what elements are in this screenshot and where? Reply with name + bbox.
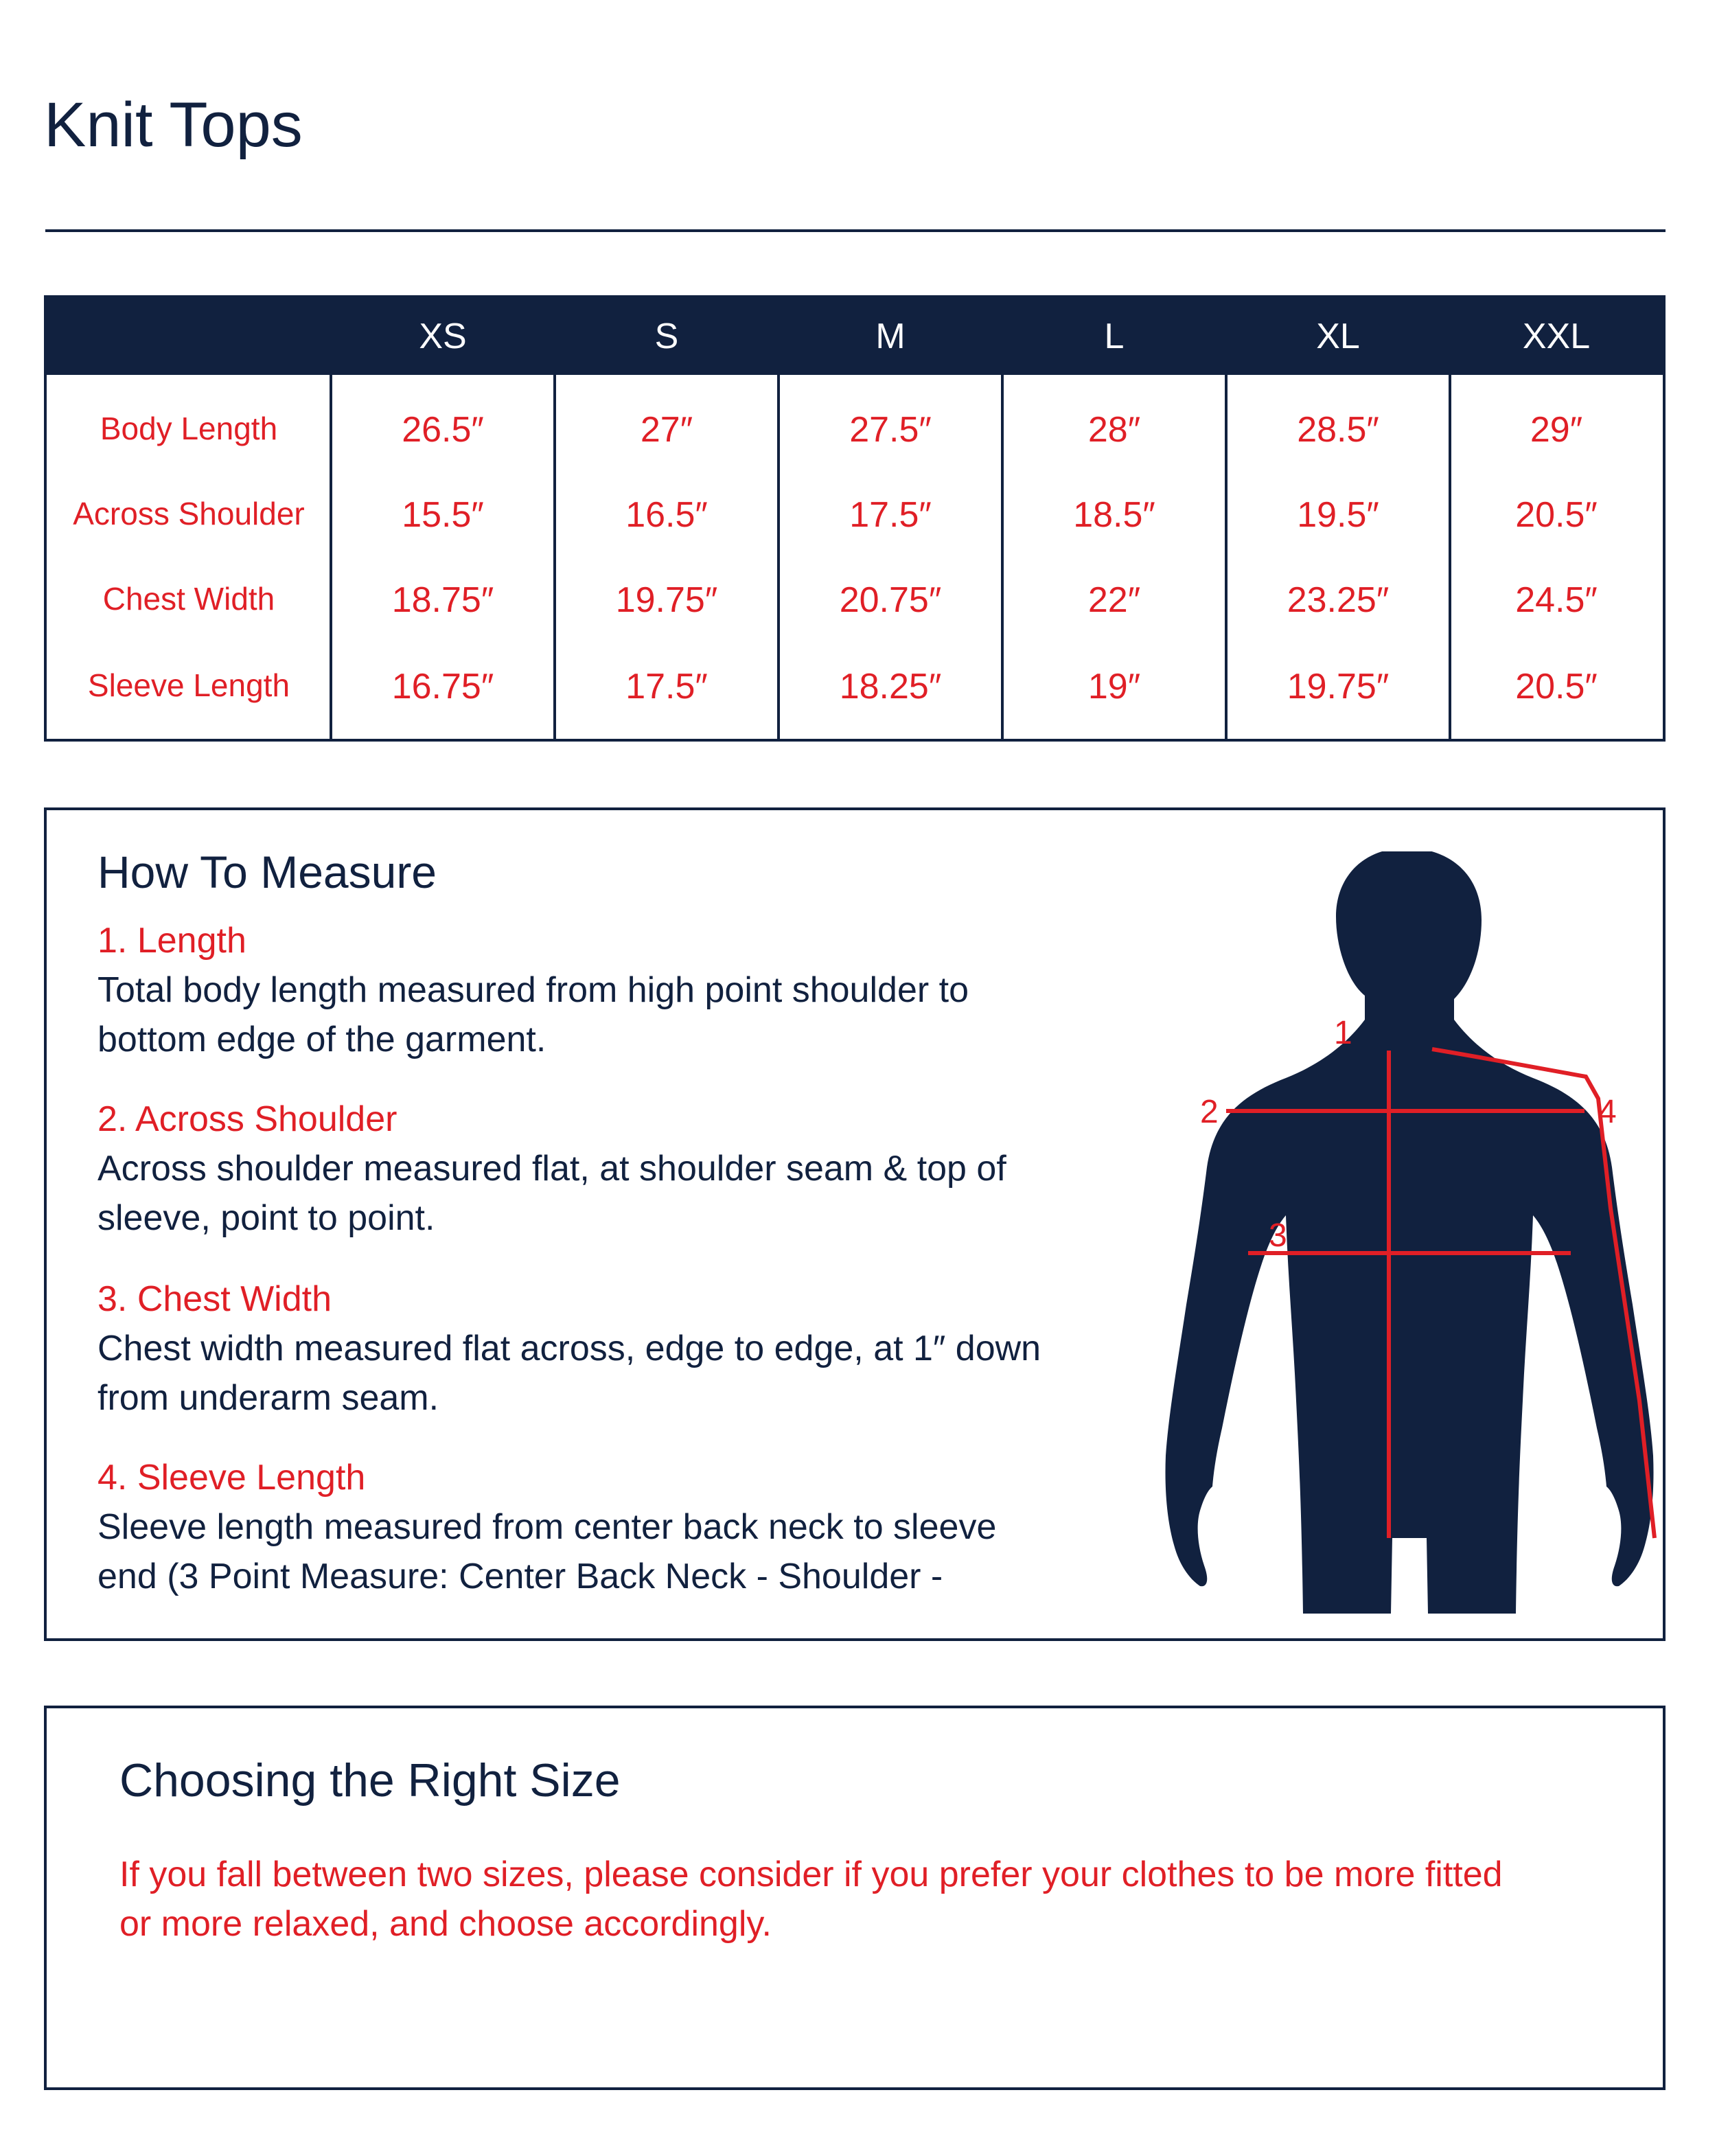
choosing-size-panel xyxy=(44,1706,1666,2090)
figure-label-1: 1 xyxy=(1334,1015,1352,1051)
description-line: from underarm seam. xyxy=(97,1378,439,1418)
table-cell: 19.75″ xyxy=(615,580,718,620)
description-line: Across shoulder measured flat, at shoulder seam & top of xyxy=(97,1149,1006,1189)
size-header-xs: XS xyxy=(419,317,467,356)
table-cell: 26.5″ xyxy=(402,410,484,450)
description-line: Sleeve length measured from center back neck to sleeve xyxy=(97,1507,997,1547)
measurement-figure xyxy=(1159,851,1681,1614)
table-cell: 15.5″ xyxy=(402,495,484,535)
table-cell: 19″ xyxy=(1087,667,1141,707)
table-cell: 16.5″ xyxy=(625,495,708,535)
figure-label-2: 2 xyxy=(1200,1094,1219,1130)
step-description-chest-width xyxy=(97,1324,1127,1423)
size-header-l: L xyxy=(1104,317,1125,356)
table-cell: 19.5″ xyxy=(1297,495,1379,535)
table-cell: 28.5″ xyxy=(1297,410,1379,450)
table-cell: 17.5″ xyxy=(625,667,708,707)
size-table-header xyxy=(47,298,1663,375)
table-cell: 18.25″ xyxy=(839,667,942,707)
description-line: bottom edge of the garment. xyxy=(97,1020,546,1059)
step-description-length xyxy=(97,965,1127,1064)
size-header-m: M xyxy=(875,317,906,356)
table-cell: 19.75″ xyxy=(1287,667,1390,707)
description-line: end (3 Point Measure: Center Back Neck - Shoulder - xyxy=(97,1557,943,1596)
choosing-line: or more relaxed, and choose accordingly. xyxy=(119,1904,772,1944)
table-cell: 20.75″ xyxy=(839,580,942,620)
table-cell: 24.5″ xyxy=(1515,580,1598,620)
title-divider xyxy=(45,229,1666,232)
page-title: Knit Tops xyxy=(44,90,303,160)
size-table xyxy=(44,295,1666,742)
how-to-measure-title: How To Measure xyxy=(97,847,437,897)
step-description-sleeve-length xyxy=(97,1502,1127,1601)
choosing-size-title: Choosing the Right Size xyxy=(119,1754,621,1807)
choosing-line: If you fall between two sizes, please consider if you prefer your clothes to be more fitted xyxy=(119,1855,1503,1894)
step-title-sleeve-length: 4. Sleeve Length xyxy=(97,1458,366,1498)
size-header-xl: XL xyxy=(1316,317,1360,356)
description-line: Total body length measured from high point shoulder to xyxy=(97,970,969,1010)
table-cell: 23.25″ xyxy=(1287,580,1390,620)
table-cell: 28″ xyxy=(1087,410,1141,450)
description-line: Chest width measured flat across, edge to edge, at 1″ down xyxy=(97,1329,1041,1368)
figure-label-4: 4 xyxy=(1598,1094,1617,1130)
table-cell: 17.5″ xyxy=(849,495,932,535)
step-title-length: 1. Length xyxy=(97,921,246,961)
table-cell: 22″ xyxy=(1087,580,1141,620)
choosing-size-text xyxy=(119,1850,1630,1949)
table-cell: 18.5″ xyxy=(1073,495,1155,535)
step-title-chest-width: 3. Chest Width xyxy=(97,1279,332,1319)
size-header-s: S xyxy=(654,317,679,356)
body-silhouette xyxy=(1166,851,1654,1614)
size-header-xxl: XXL xyxy=(1522,317,1591,356)
description-line: sleeve, point to point. xyxy=(97,1198,435,1238)
row-label-across-shoulder: Across Shoulder xyxy=(73,496,305,531)
table-cell: 27″ xyxy=(640,410,693,450)
row-label-sleeve-length: Sleeve Length xyxy=(87,667,290,703)
how-to-measure-panel xyxy=(44,807,1666,1641)
step-title-across-shoulder: 2. Across Shoulder xyxy=(97,1099,397,1139)
row-label-body-length: Body Length xyxy=(100,411,278,446)
table-cell: 29″ xyxy=(1530,410,1583,450)
table-cell: 20.5″ xyxy=(1515,495,1598,535)
row-label-chest-width: Chest Width xyxy=(102,581,275,617)
figure-label-3: 3 xyxy=(1269,1217,1287,1254)
table-cell: 18.75″ xyxy=(391,580,494,620)
step-description-across-shoulder xyxy=(97,1144,1127,1243)
table-cell: 20.5″ xyxy=(1515,667,1598,707)
table-cell: 16.75″ xyxy=(391,667,494,707)
table-cell: 27.5″ xyxy=(849,410,932,450)
